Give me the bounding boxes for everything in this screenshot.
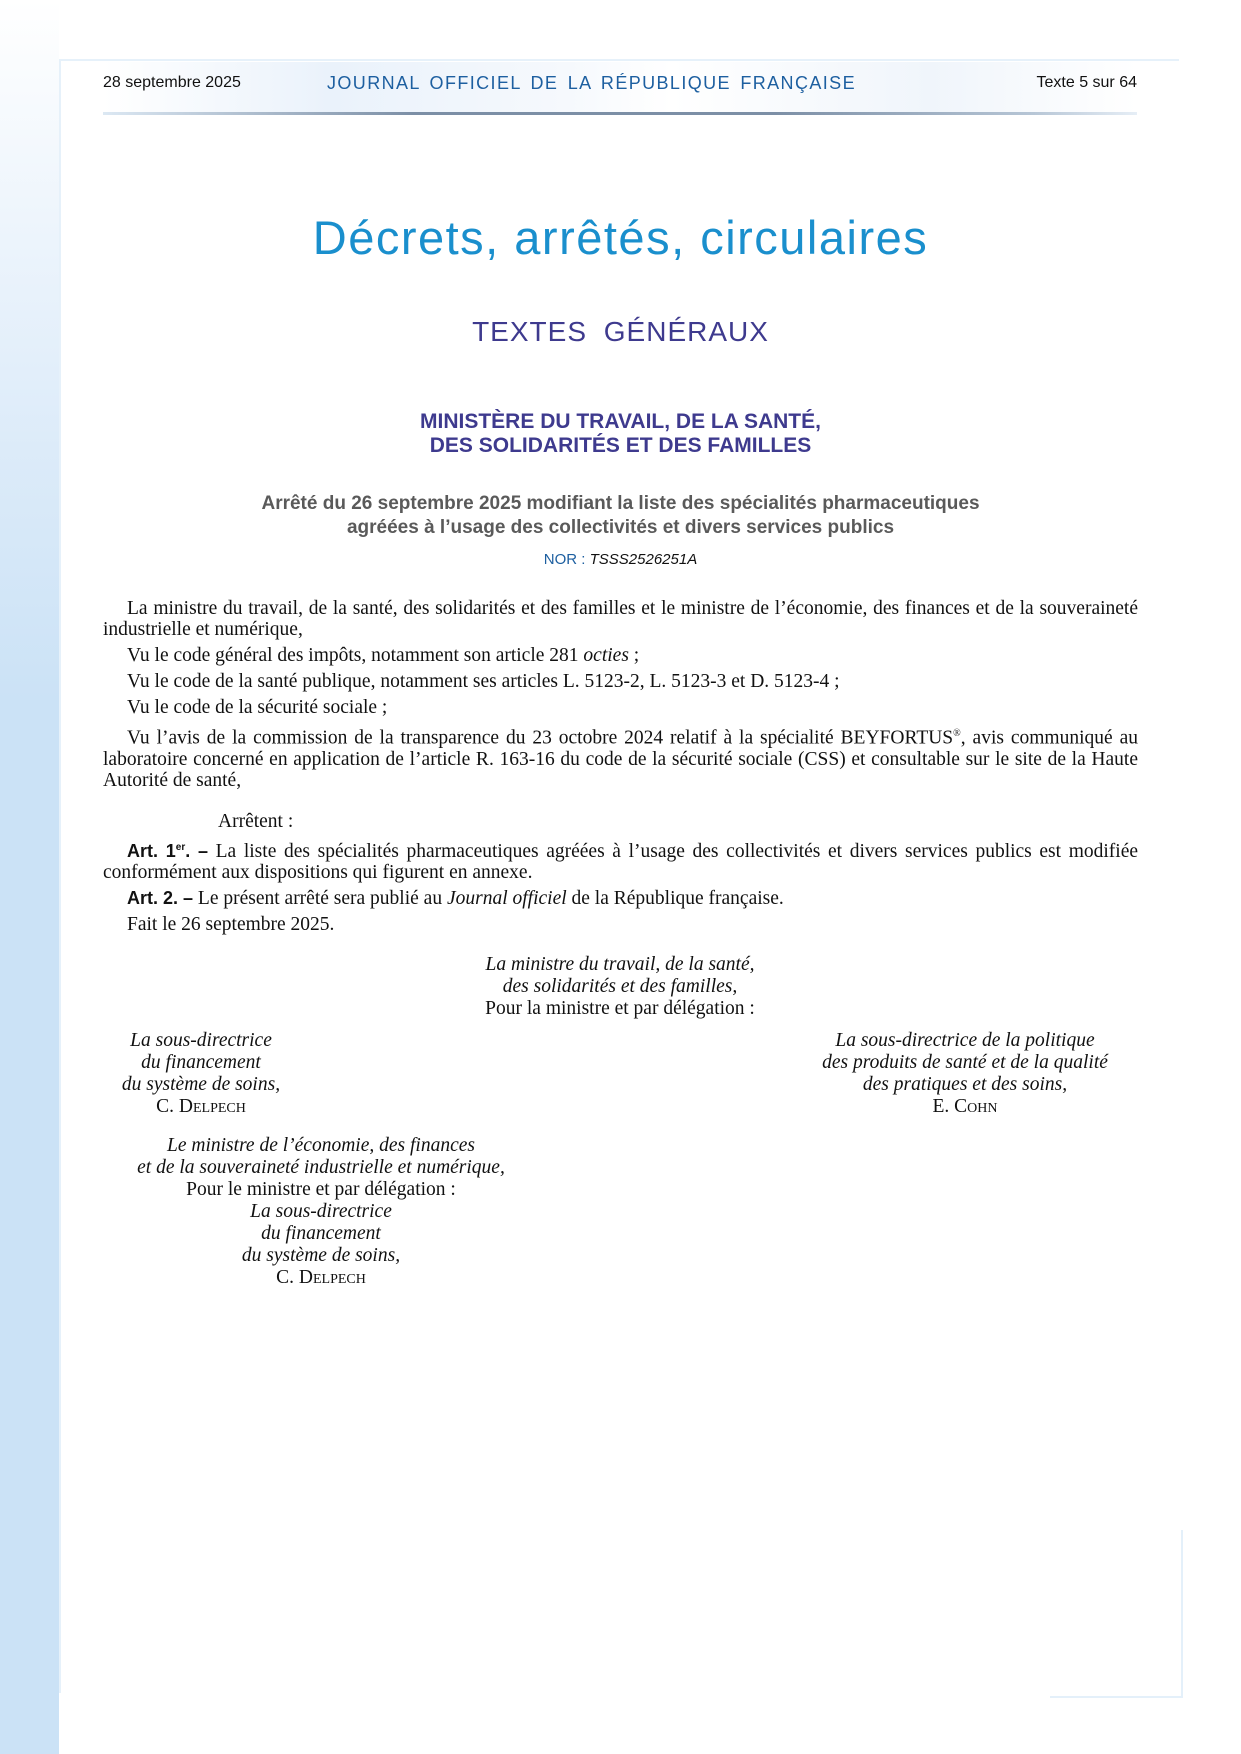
ministry-heading [0,410,1241,458]
vu1-end: ; [628,645,640,666]
article-1 [103,837,1138,883]
article-1-text: La liste des spécialités pharmaceutiques agréées à l’usage des collectivités et divers services publics est modifiée conformément aux dispositions qui figurent en annexe. [103,841,1139,883]
signature-minister-1: La ministre du travail, de la santé, des solidarités et des familles, Pour la ministre et par délégation : [485,954,755,1019]
section-title: Décrets, arrêtés, circulaires [312,211,929,264]
article-2-text: Le présent arrêté sera publié au [193,888,447,909]
vu4-start: Vu l’avis de la commission de la transparence du 23 octobre 2024 relatif à la spécialité BEYFORTUS [127,727,954,749]
nor-label: NOR : [543,551,590,568]
article-2-italic: Journal officiel [446,888,567,909]
vu-paragraph: Vu le code de la santé publique, notamment ses articles L. 5123-2, L. 5123-3 et D. 5123-4 ; [127,671,840,692]
article-2-text-end: de la République française. [566,888,784,909]
vu-paragraph [103,723,1138,791]
vu1-text: Vu le code général des impôts, notamment son article 281 [127,645,584,666]
vu1-italic: octies [583,645,629,666]
signature-left: La sous-directrice du financement du système de soins, C. Delpech [96,1030,306,1118]
signature-minister-2: Le ministre de l’économie, des finances et de la souveraineté industrielle et numérique, Pour le ministre et par délégation : La sous-directrice du financement du système de soins, C. Delpech [96,1135,546,1289]
signatory-name: C. Delpech [276,1267,366,1288]
decree-title-line-2: agréées à l’usage des collectivités et divers services publics [346,517,895,538]
arretent: Arrêtent : [218,811,294,832]
articles [103,811,1138,935]
done-at: Fait le 26 septembre 2025. [127,914,335,935]
signatory-name: E. Cohn [932,1096,998,1117]
nor-value: TSSS2526251A [589,551,698,568]
nor-reference [0,551,1241,568]
header-rule [103,112,1137,115]
preamble [103,598,1138,791]
article-2 [103,888,1138,909]
journal-title: JOURNAL OFFICIEL DE LA RÉPUBLIQUE FRANÇAISE [327,73,856,93]
header-date: 28 septembre 2025 [103,74,241,91]
signature-right: La sous-directrice de la politique des produits de santé et de la qualité des pratiques et des soins, E. Cohn [775,1030,1155,1118]
page-corner-frame [1050,1530,1183,1698]
page-info: Texte 5 sur 64 [1036,74,1137,91]
vu4-end: , avis communiqué au laboratoire concerné en application de l’article R. 163-16 du code de la sécurité sociale (CSS) et consultable sur le site de la Haute Autorité de santé, [103,727,1138,791]
vu-paragraph: Vu le code de la sécurité sociale ; [127,697,388,718]
signatory-name: C. Delpech [156,1096,246,1117]
article-1-label: Art. 1er. – [127,841,209,861]
decree-title [0,492,1241,540]
registered-mark: ® [953,728,961,739]
vu-paragraph [103,645,1138,666]
preamble-intro: La ministre du travail, de la santé, des solidarités et des familles et le ministre de l’économie, des finances et de la souveraineté industrielle et numérique, [103,598,1138,640]
decree-title-line-1: Arrêté du 26 septembre 2025 modifiant la liste des spécialités pharmaceutiques [261,493,980,514]
article-2-label: Art. 2. – [127,888,194,908]
ministry-line-2: DES SOLIDARITÉS ET DES FAMILLES [429,434,812,457]
ministry-line-1: MINISTÈRE DU TRAVAIL, DE LA SANTÉ, [420,410,821,433]
subsection-title: TEXTES GÉNÉRAUX [472,316,769,347]
